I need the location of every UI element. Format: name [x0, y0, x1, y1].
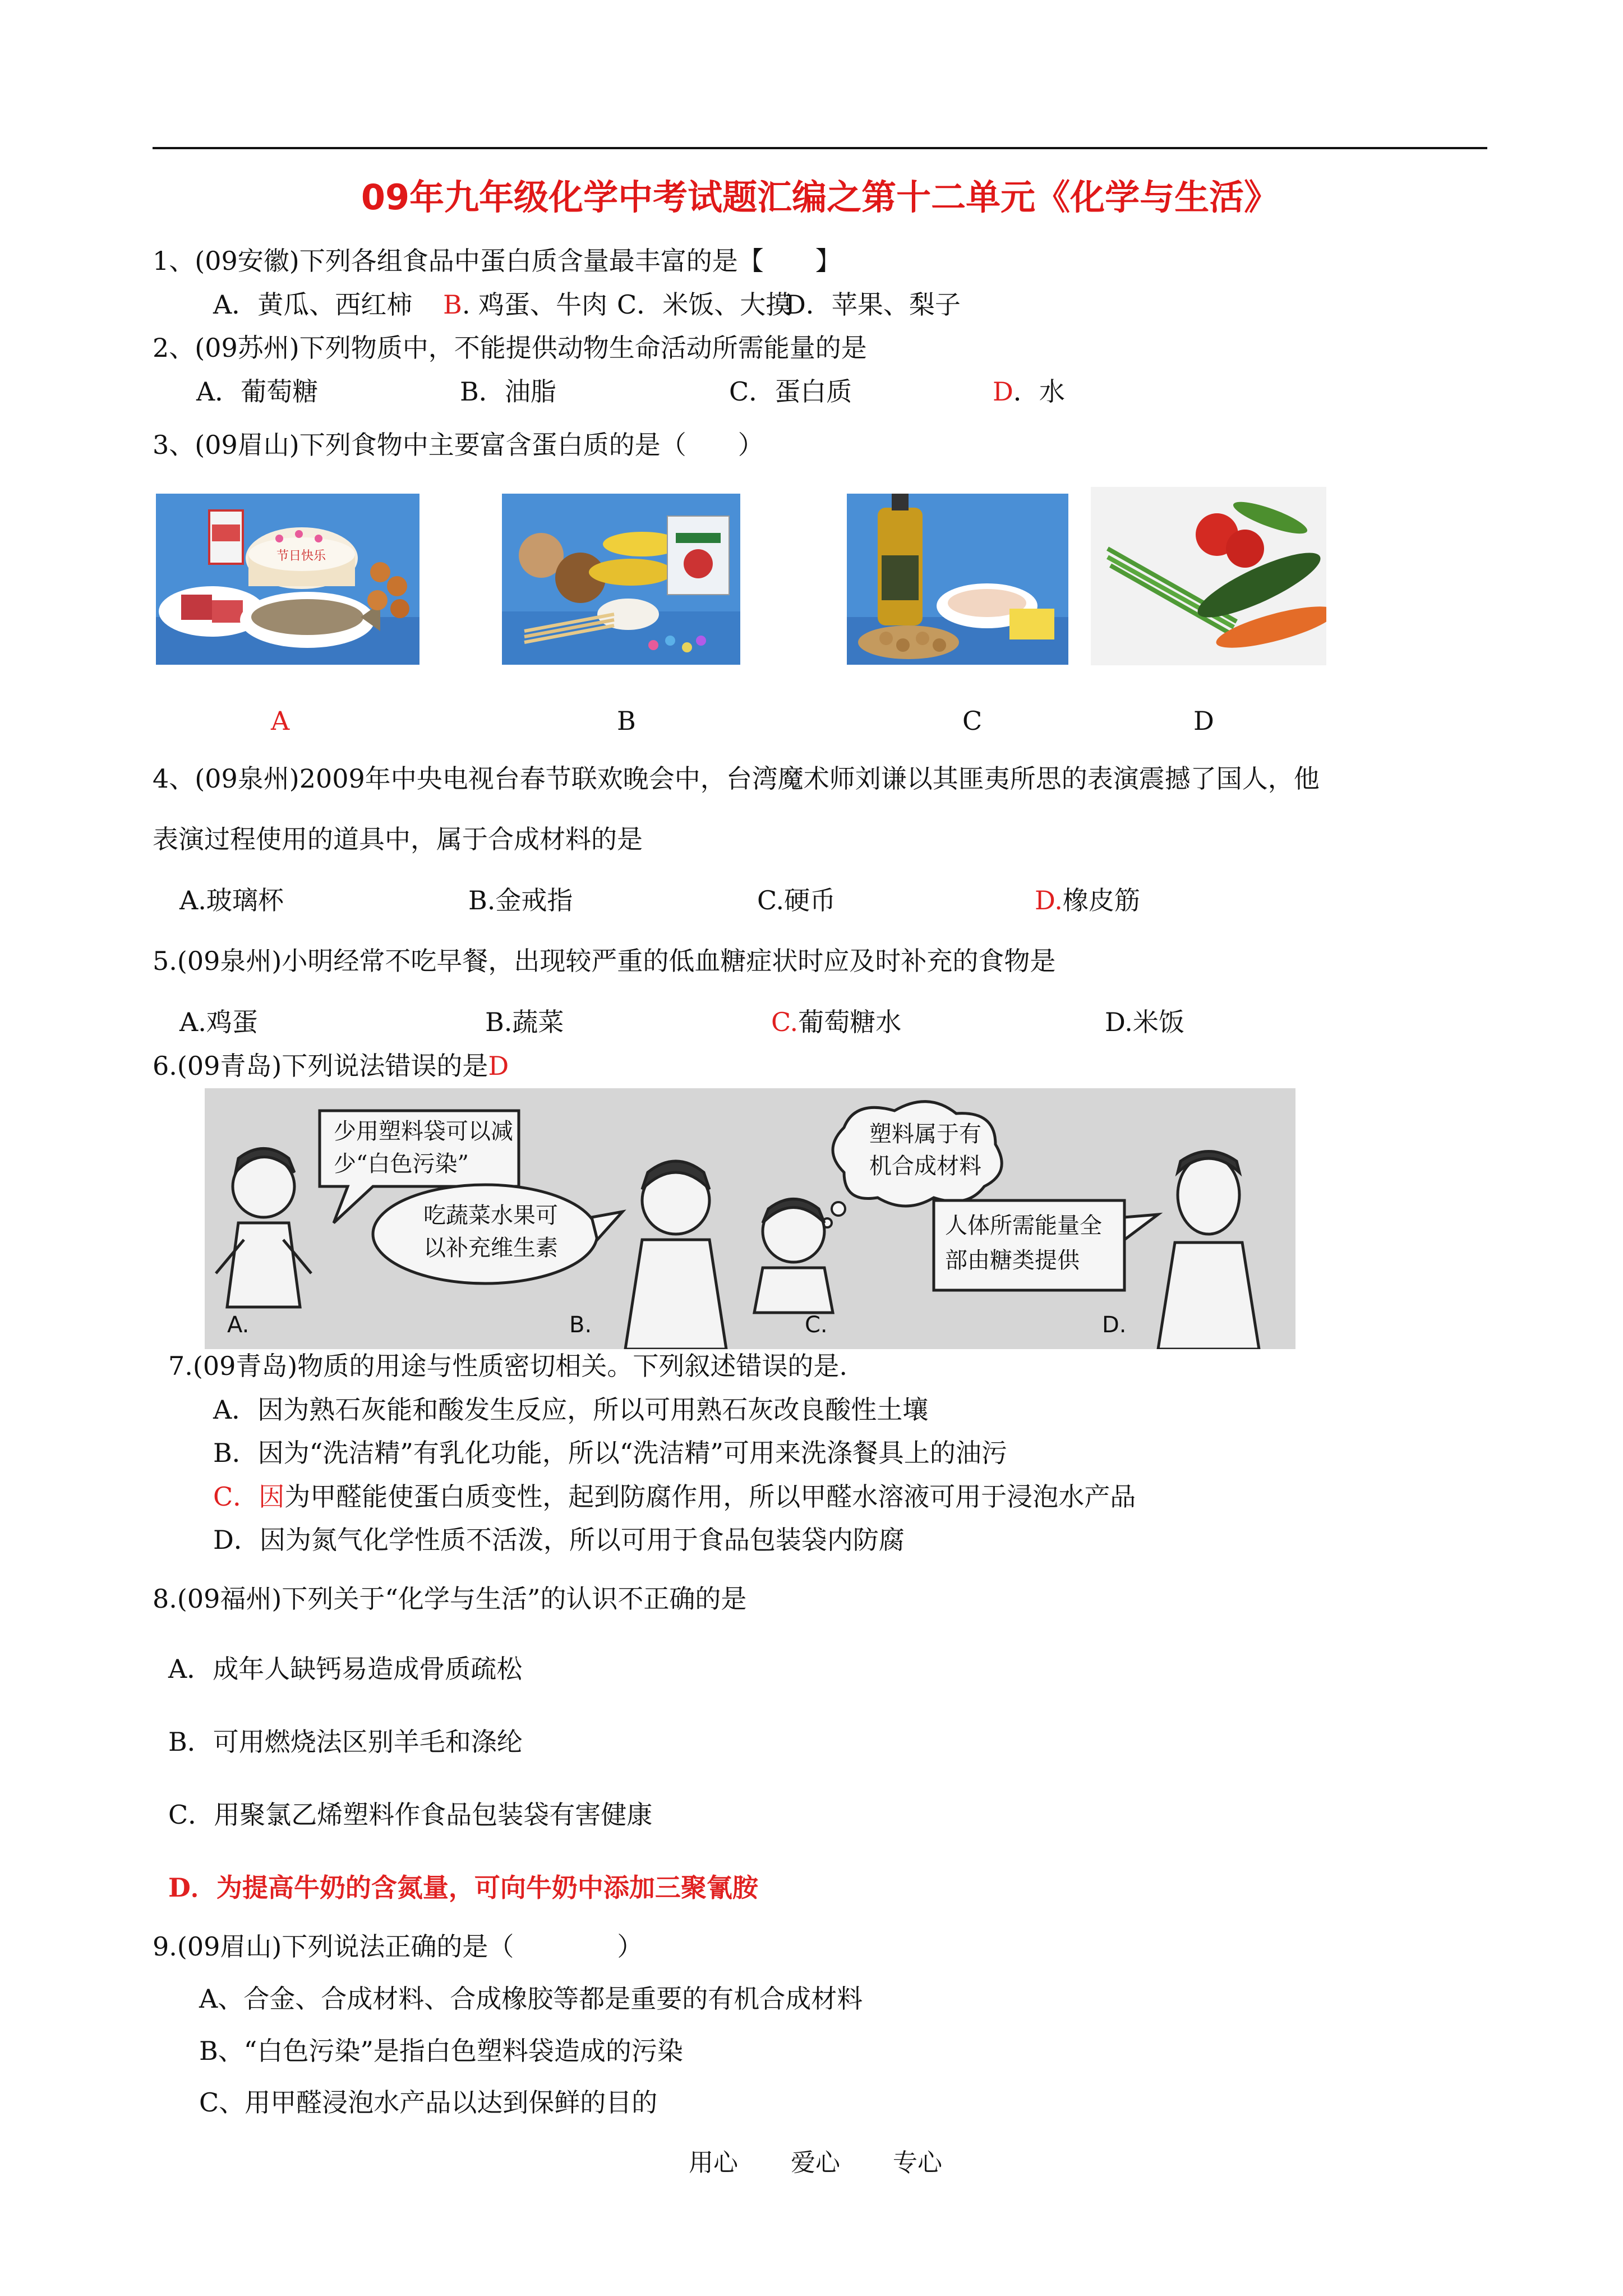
q1-option-a: A．黄瓜、西红柿 — [213, 289, 413, 320]
q1-answer-letter: B — [443, 289, 462, 320]
q7-option-d: D．因为氮气化学性质不活泼，所以可用于食品包装袋内防腐 — [213, 1525, 905, 1555]
q4-option-d-text: 橡皮筋 — [1062, 885, 1140, 915]
q2-option-d-text: ．水 — [1013, 376, 1065, 407]
bubble-d-line1: 人体所需能量全 — [945, 1213, 1102, 1239]
bubble-a-line1: 少用塑料袋可以减 — [334, 1119, 513, 1144]
bubble-c-line2: 机合成材料 — [869, 1153, 981, 1179]
q2-option-a: A．葡萄糖 — [196, 376, 319, 407]
q2-option-b: B．油脂 — [460, 376, 556, 407]
food-photo-a-drawing — [156, 494, 419, 665]
q4-option-b: B.金戒指 — [468, 885, 573, 915]
bubble-a-line2: 少“白色污染” — [334, 1151, 469, 1177]
food-photo-d-drawing — [1091, 487, 1326, 665]
q9-option-b: B、“白色污染”是指白色塑料袋造成的污染 — [199, 2036, 683, 2066]
q7-option-a: A．因为熟石灰能和酸发生反应，所以可用熟石灰改良酸性土壤 — [213, 1395, 929, 1425]
q5-stem: 5.(09泉州)小明经常不吃早餐，出现较严重的低血糖症状时应及时补充的食物是 — [153, 946, 1056, 976]
q4-stem-line2: 表演过程使用的道具中，属于合成材料的是 — [153, 824, 643, 854]
q8-option-c: C．用聚氯乙烯塑料作食品包装袋有害健康 — [168, 1800, 653, 1830]
q6-answer-letter: D — [488, 1051, 509, 1081]
q9-stem: 9.(09眉山)下列说法正确的是（ ） — [153, 1931, 643, 1962]
q5-option-a: A.鸡蛋 — [179, 1007, 258, 1037]
q2-stem: 2、(09苏州)下列物质中，不能提供动物生命活动所需能量的是 — [153, 333, 867, 363]
q2-option-c: C．蛋白质 — [729, 376, 852, 407]
food-photo-a — [156, 494, 419, 665]
q6-cartoon-figure — [205, 1088, 1295, 1349]
q1-option-b — [443, 288, 607, 321]
cartoon-label-a: A. — [227, 1312, 250, 1338]
cartoon-label-b: B. — [569, 1312, 592, 1338]
q7-option-c-text: 为甲醛能使蛋白质变性，起到防腐作用，所以甲醛水溶液可用于浸泡水产品 — [284, 1481, 1136, 1512]
cartoon-label-c: C. — [805, 1312, 828, 1338]
cake-text: 节日快乐 — [276, 549, 326, 563]
q3-stem: 3、(09眉山)下列食物中主要富含蛋白质的是（ ） — [153, 430, 764, 460]
q7-option-b: B．因为“洗洁精”有乳化功能，所以“洗洁精”可用来洗涤餐具上的油污 — [213, 1438, 1007, 1468]
q5-option-b: B.蔬菜 — [485, 1007, 564, 1037]
q3-label-b: B — [617, 706, 636, 736]
q6-stem — [153, 1049, 509, 1083]
footer-word-2: 爱心 — [791, 2148, 840, 2177]
header-rule — [153, 147, 1487, 149]
q6-stem-text: 6.(09青岛)下列说法错误的是 — [153, 1051, 488, 1081]
q5-option-c-text: 葡萄糖水 — [798, 1007, 902, 1037]
food-photo-c — [847, 494, 1068, 665]
food-photo-b-drawing — [502, 494, 740, 665]
q1-option-d: D．苹果、梨子 — [785, 289, 961, 320]
q9-option-c: C、用甲醛浸泡水产品以达到保鲜的目的 — [199, 2087, 658, 2118]
q1-option-b-text: . 鸡蛋、牛肉 — [462, 289, 608, 320]
q8-option-a: A．成年人缺钙易造成骨质疏松 — [168, 1654, 523, 1684]
page-title: 09年九年级化学中考试题汇编之第十二单元《化学与生活》 — [361, 177, 1279, 218]
q7-option-c — [213, 1480, 1136, 1513]
q3-label-a: A — [271, 706, 290, 736]
q7-answer-letter: C．因 — [213, 1481, 285, 1512]
q4-answer-letter: D. — [1035, 885, 1063, 915]
bubble-b-line1: 吃蔬菜水果可 — [423, 1203, 558, 1228]
q4-option-a: A.玻璃杯 — [179, 885, 284, 915]
q8-option-d-answer: D．为提高牛奶的含氮量，可向牛奶中添加三聚氰胺 — [168, 1872, 758, 1903]
q5-option-c — [771, 1005, 901, 1039]
footer-word-1: 用心 — [689, 2148, 738, 2177]
q1-option-c: C．米饭、大摸 — [617, 289, 792, 320]
q4-option-d — [1035, 884, 1140, 917]
q2-option-d — [993, 375, 1065, 408]
q5-option-d: D.米饭 — [1105, 1007, 1184, 1037]
q5-answer-letter: C. — [771, 1007, 799, 1037]
food-photo-d — [1091, 487, 1326, 665]
bubble-c-line1: 塑料属于有 — [869, 1121, 981, 1147]
q4-option-c: C.硬币 — [757, 885, 836, 915]
footer-word-3: 专心 — [893, 2148, 942, 2177]
q7-stem: 7.(09青岛)物质的用途与性质密切相关。下列叙述错误的是. — [168, 1351, 847, 1381]
q8-option-b: B．可用燃烧法区别羊毛和涤纶 — [168, 1727, 523, 1757]
q9-option-a: A、合金、合成材料、合成橡胶等都是重要的有机合成材料 — [199, 1984, 863, 2014]
food-photo-b — [502, 494, 740, 665]
q3-label-d: D — [1193, 706, 1214, 736]
food-photo-c-drawing — [847, 494, 1068, 665]
q4-stem-line1: 4、(09泉州)2009年中央电视台春节联欢晚会中，台湾魔术师刘谦以其匪夷所思的表演震撼了国人，他 — [153, 763, 1320, 794]
cartoon-label-d: D. — [1102, 1312, 1127, 1338]
q3-label-c: C — [962, 706, 983, 736]
bubble-b-line2: 以补充维生素 — [423, 1235, 558, 1261]
q1-stem: 1、(09安徽)下列各组食品中蛋白质含量最丰富的是【 】 — [153, 246, 841, 276]
q2-answer-letter: D — [993, 376, 1013, 407]
bubble-d-line2: 部由糖类提供 — [945, 1248, 1080, 1273]
q8-stem: 8.(09福州)下列关于“化学与生活”的认识不正确的是 — [153, 1584, 747, 1614]
